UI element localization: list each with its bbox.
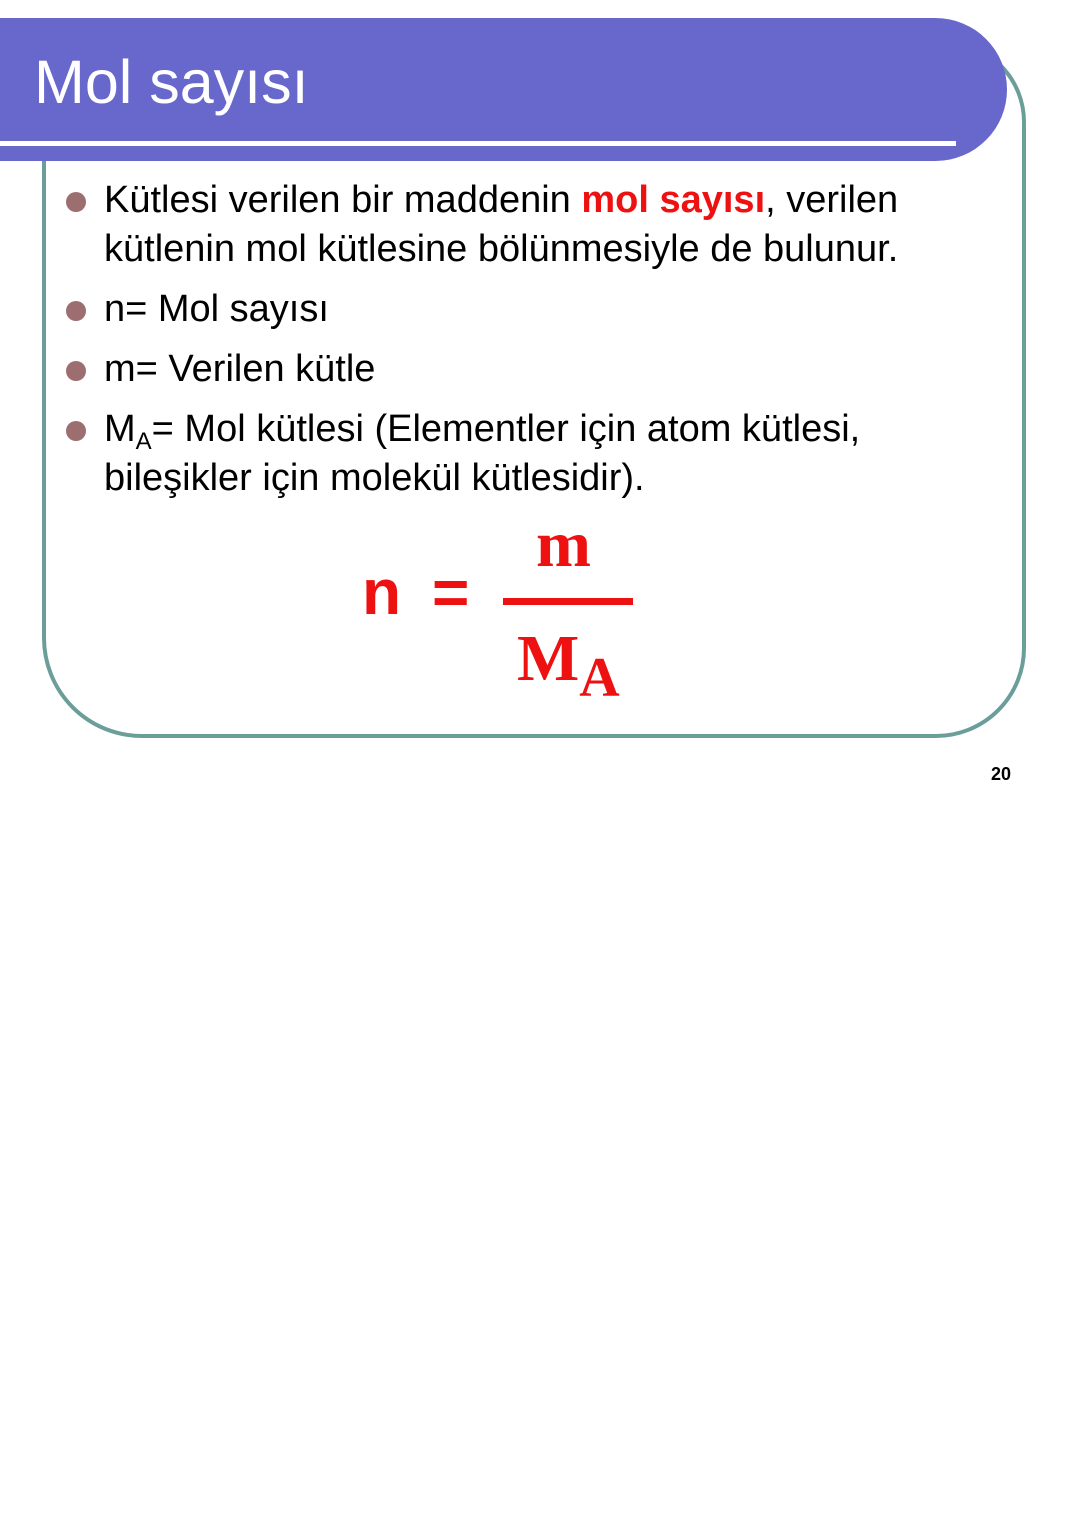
bullet-dot-icon bbox=[66, 192, 86, 212]
formula-lhs: n bbox=[362, 556, 402, 628]
bullet-dot-icon bbox=[66, 301, 86, 321]
bullet-text: m= Verilen kütle bbox=[104, 348, 376, 390]
bullet-item bbox=[62, 176, 1012, 274]
bullet-item bbox=[62, 285, 1012, 334]
bullet-item bbox=[62, 345, 1012, 394]
bullet-dot-icon bbox=[66, 421, 86, 441]
title-underline bbox=[0, 141, 956, 146]
bullet-text: n= Mol sayısı bbox=[104, 288, 329, 330]
highlight-term: mol sayısı bbox=[581, 179, 766, 221]
bullet-text: = Mol kütlesi (Elementler için atom kütlesi, bileşikler için molekül kütlesidir). bbox=[104, 408, 861, 499]
bullet-dot-icon bbox=[66, 361, 86, 381]
bullet-symbol: M bbox=[104, 408, 136, 450]
formula-numerator: m bbox=[536, 508, 591, 581]
formula-equals: = bbox=[432, 556, 470, 628]
bullet-symbol-subscript: A bbox=[135, 428, 152, 455]
page-number: 20 bbox=[991, 764, 1012, 784]
bullet-item bbox=[62, 405, 1012, 503]
slide-title: Mol sayısı bbox=[34, 48, 309, 116]
formula-denominator-symbol: M bbox=[517, 622, 580, 695]
bullet-list bbox=[62, 176, 1012, 514]
formula-denominator-subscript: A bbox=[579, 647, 620, 709]
bullet-text: Kütlesi verilen bir maddenin bbox=[104, 179, 582, 221]
bullet-text: , verilen kütlenin mol kütlesine bölünmesiyle de bulunur. bbox=[104, 179, 899, 270]
